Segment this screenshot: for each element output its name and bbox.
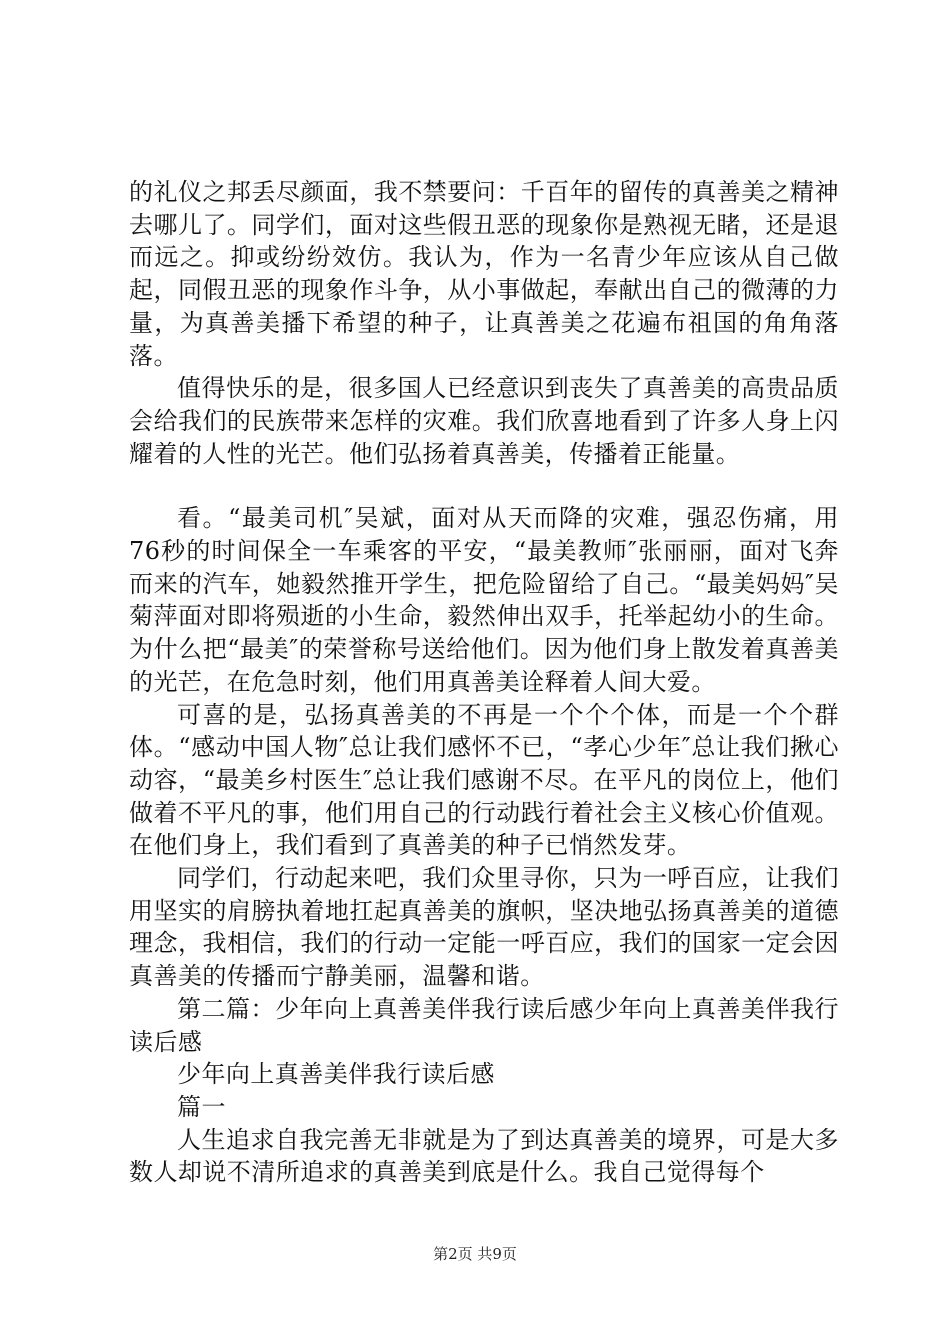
subtitle: 少年向上真善美伴我行读后感 [177,1060,495,1089]
section-heading: 第二篇：少年向上真善美伴我行读后感少年向上真善美伴我行读后感 [129,994,839,1056]
paragraph-3: 看。“最美司机″吴斌，面对从天而降的灾难，强忍伤痛，用76秒的时间保全一车乘客的平安，“最美教师″张丽丽，面对飞奔而来的汽车，她毅然推开学生，把危险留给了自己。“最美妈妈″吴菊萍面对即将殒逝的小生命，毅然伸出双手，托举起幼小的生命。为什么把“最美″的荣誉称号送给他们。因为他们身上散发着真善美的光芒，在危急时刻，他们用真善美诠释着人间大爱。 [129,504,839,696]
document-body [129,176,839,1189]
part-label: 篇一 [177,1092,226,1121]
paragraph-5: 同学们，行动起来吧，我们众里寻你，只为一呼百应，让我们用坚实的肩膀执着地扛起真善美的旗帜，坚决地弘扬真善美的道德理念，我相信，我们的行动一定能一呼百应，我们的国家一定会因真善美的传播而宁静美丽，温馨和谐。 [129,864,839,991]
paragraph-6: 人生追求自我完善无非就是为了到达真善美的境界，可是大多数人却说不清所追求的真善美到底是什么。我自己觉得每个 [129,1125,839,1187]
paragraph-1: 的礼仪之邦丢尽颜面，我不禁要问：千百年的留传的真善美之精神去哪儿了。同学们，面对这些假丑恶的现象你是熟视无睹，还是退而远之。抑或纷纷效仿。我认为，作为一名青少年应该从自己做起，同假丑恶的现象作斗争，从小事做起，奉献出自己的微薄的力量，为真善美播下希望的种子，让真善美之花遍布祖国的角角落落。 [129,178,839,370]
paragraph-2: 值得快乐的是，很多国人已经意识到丧失了真善美的高贵品质会给我们的民族带来怎样的灾难。我们欣喜地看到了许多人身上闪耀着的人性的光芒。他们弘扬着真善美，传播着正能量。 [129,374,839,468]
page-number-footer: 第2页 共9页 [433,1245,517,1263]
paragraph-4: 可喜的是，弘扬真善美的不再是一个个个体，而是一个个群体。“感动中国人物″总让我们感怀不已，“孝心少年″总让我们揪心动容，“最美乡村医生″总让我们感谢不尽。在平凡的岗位上，他们做着不平凡的事，他们用自己的行动践行着社会主义核心价值观。在他们身上，我们看到了真善美的种子已悄然发芽。 [129,700,839,860]
